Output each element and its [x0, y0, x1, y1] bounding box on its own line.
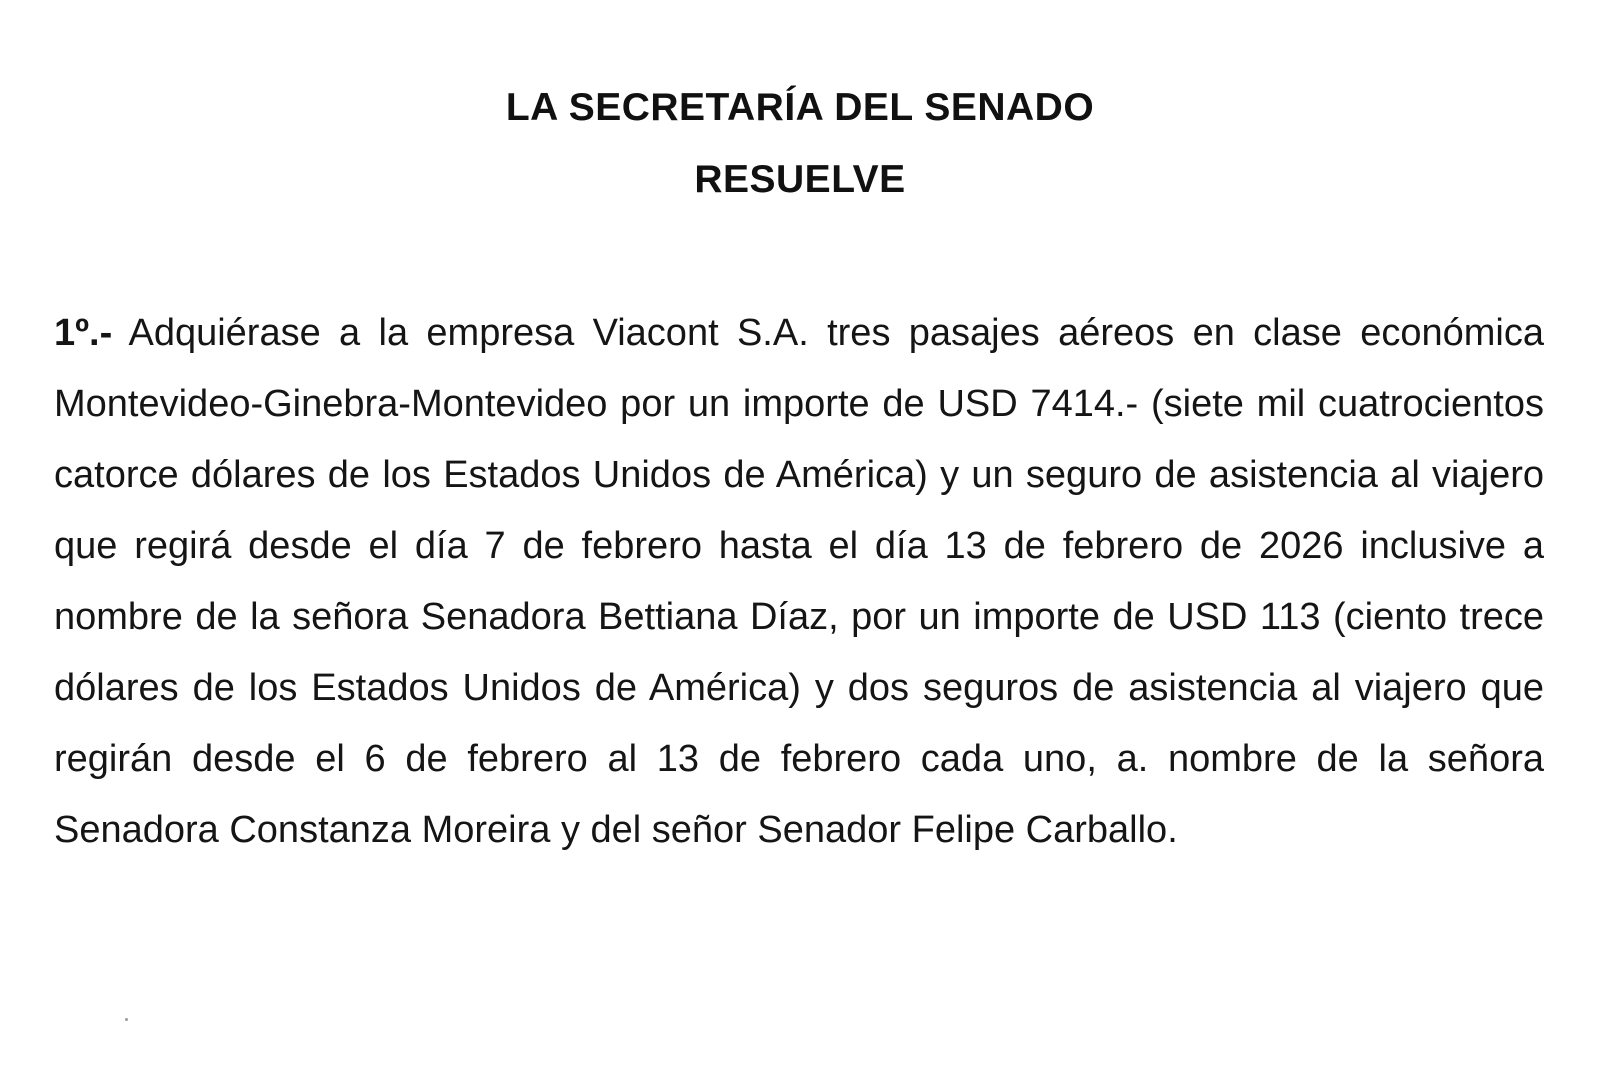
scan-speck	[125, 1018, 128, 1021]
clause-paragraph	[54, 298, 1544, 866]
clause-text: Adquiérase a la empresa Viacont S.A. tres pasajes aéreos en clase económica Montevideo-Ginebra-Montevideo por un importe de USD 7414.- (siete mil cuatrocientos catorce dólares de los Estados Unidos de América) y un seguro de asistencia al viajero que regirá desde el día 7 de febrero hasta el día 13 de febrero de 2026 inclusive a nombre de la señora Senadora Bettiana Díaz, por un importe de USD 113 (ciento trece dólares de los Estados Unidos de América) y dos seguros de asistencia al viajero que regirán desde el 6 de febrero al 13 de febrero cada uno, a. nombre de la señora Senadora Constanza Moreira y del señor Senador Felipe Carballo.	[54, 312, 1544, 851]
heading-resuelve: RESUELVE	[694, 158, 906, 201]
clause-number: 1º.-	[54, 312, 113, 354]
heading-secretaria: LA SECRETARÍA DEL SENADO	[505, 86, 1095, 129]
